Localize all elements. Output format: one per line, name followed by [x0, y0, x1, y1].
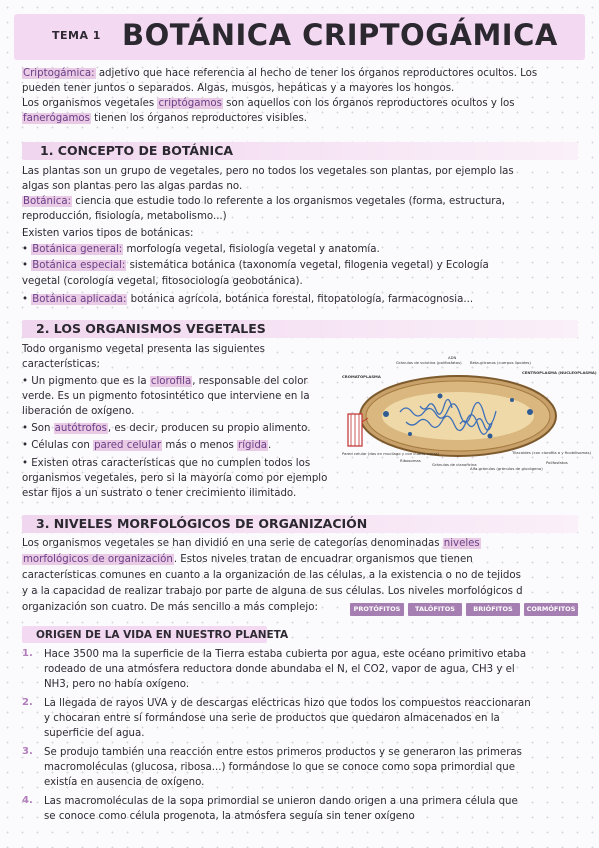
tema-label: TEMA 1	[52, 29, 101, 42]
s1-bullet-3	[22, 292, 580, 307]
origin-item-3-line-3: existía en ausencia de oxígeno.	[44, 777, 205, 788]
s1-text: ciencia que estudie todo lo referente a los organismos vegetales (forma, estructura,	[72, 196, 505, 207]
origin-number-4: 4.	[22, 795, 33, 806]
origin-item-2-line-2: y chocaran entre sí formándose una serie de productos que quedaron almacenados en la	[44, 713, 500, 724]
s1-line-4: reproducción, fisiología, metabolismo...)	[22, 211, 227, 222]
s2-bullet-1-cont2: liberación de oxígeno.	[22, 406, 135, 417]
term-botanica-especial: Botánica especial:	[32, 260, 126, 271]
tag-protofitos: PROTÓFITOS	[350, 603, 404, 616]
label-alfa-granulos: Alfa-gránulos (gránulos de glucógeno)	[470, 466, 543, 471]
s1-text: morfología vegetal, fisiología vegetal y anatomía.	[123, 244, 380, 255]
s2-text: Son	[31, 423, 54, 434]
term-botanica-aplicada: Botánica aplicada:	[32, 294, 127, 305]
term-botanica: Botánica:	[23, 196, 72, 207]
s3-text: . Estos niveles tratan de encuadrar organismos que tienen	[173, 554, 473, 565]
s2-text: .	[268, 440, 272, 451]
s2-bullet-4: • Existen otras características que no cumplen todos los	[22, 456, 580, 471]
origin-item-4-line-2: se conoce como célula progenota, la atmósfera seguía sin tener oxígeno	[44, 811, 415, 822]
s1-bullet-2	[22, 258, 580, 273]
s1-line-2: algas son plantas pero las algas pardas no.	[22, 181, 243, 192]
term-pared-celular: pared celular	[94, 440, 162, 451]
section-2-heading: 2. LOS ORGANISMOS VEGETALES	[36, 321, 266, 336]
s2-text: , responsable del color	[192, 376, 308, 387]
cyanobacteria-diagram	[340, 352, 597, 472]
origin-item-1-line-2: rodeado de una atmósfera reductora donde abundaba el N, el CO2, vapor de agua, CH3 y el	[44, 664, 515, 675]
page-title: BOTÁNICA CRIPTOGÁMICA	[122, 18, 558, 52]
s1-text: sistemática botánica (taxonomía vegetal, filogenia vegetal) y Ecología	[126, 260, 489, 271]
intro-line-1	[22, 66, 580, 81]
term-niveles-morfologicos: morfológicos de organización	[23, 554, 173, 565]
label-polifosfatos: Polifosfatos	[546, 460, 568, 465]
intro-text: son aquellos con los órganos reproductores ocultos y los	[222, 98, 515, 109]
intro-text: tienen los órganos reproductores visibles.	[90, 113, 308, 124]
section-3-heading: 3. NIVELES MORFOLÓGICOS DE ORGANIZACIÓN	[36, 516, 368, 531]
label-beta-glicanos: Beta-glicanos (cuerpos lipoides)	[470, 360, 531, 365]
origin-item-1-line-3: NH3, pero no había oxígeno.	[44, 679, 190, 690]
origin-item-1-line-1: Hace 3500 ma la superficie de la Tierra estaba cubierta por agua, este océano primitivo etaba	[44, 649, 527, 660]
intro-line-4	[22, 111, 580, 126]
intro-line-3	[22, 96, 580, 111]
tag-cormofitos: CORMÓFITOS	[524, 603, 578, 616]
s2-bullet-4-cont2: estar fijos a un sustrato o tener crecimiento ilimitado.	[22, 488, 297, 499]
term-fanerogamos: fanerógamos	[23, 113, 90, 124]
s2-bullet-1-cont: verde. Es un pigmento fotosintético que interviene en la	[22, 391, 310, 402]
term-botanica-general: Botánica general:	[32, 244, 123, 255]
origin-item-3-line-2: macromoléculas (glucosa, ribosa...) formándose lo que se conoce como sopa primordial que	[44, 762, 515, 773]
term-criptogamica: Criptogámica:	[23, 68, 95, 79]
s2-text: Células con	[31, 440, 94, 451]
s1-bullet-2-cont: vegetal (corología vegetal, fitosociología geobotánica).	[22, 276, 303, 287]
tag-talofitos: TALÓFITOS	[408, 603, 462, 616]
tag-briofitos: BRIÓFITOS	[466, 603, 520, 616]
origin-number-1: 1.	[22, 648, 33, 659]
s1-text: botánica agrícola, botánica forestal, fitopatología, farmacognosia...	[127, 294, 474, 305]
s1-line-5: Existen varios tipos de botánicas:	[22, 228, 194, 239]
origin-heading: ORIGEN DE LA VIDA EN NUESTRO PLANETA	[36, 629, 289, 641]
s2-text: Un pigmento que es la	[31, 376, 150, 387]
label-centroplasma: CENTROPLASMA (NUCLEOPLASMA)	[522, 370, 597, 375]
levels-tags	[350, 603, 578, 616]
s1-bullet-1	[22, 242, 580, 257]
term-rigida: rígida	[238, 440, 268, 451]
term-niveles: niveles	[443, 538, 480, 549]
label-cianoficina: Gránulos de cianoficina	[432, 462, 477, 467]
origin-item-2-line-1: La llegada de rayos UVA y de descargas eléctricas hizo que todos los compuestos reaccionaran	[44, 698, 531, 709]
section-1-heading: 1. CONCEPTO DE BOTÁNICA	[40, 143, 234, 158]
label-tilacoides: Tilacoides (con clorofila a y ficobilisomas)	[512, 450, 591, 455]
s1-line-3	[22, 194, 580, 209]
s3-line-3: características comunes en cuanto a la organización de las células, a la existencia o no de tejidos	[22, 570, 521, 581]
label-cromatoplasma: CROMATOPLASMA	[342, 374, 381, 379]
s3-line-4: y a la capacidad de realizar trabajo por parte de alguna de sus células. Los niveles morfológicos d	[22, 586, 523, 597]
s1-line-1: Las plantas son un grupo de vegetales, pero no todos los vegetales son plantas, por ejemplo las	[22, 166, 514, 177]
intro-text: Los organismos vegetales	[22, 98, 158, 109]
intro-line-2: pueden tener juntos o separados. Algas, musgos, hepáticas y a mayores los hongos.	[22, 83, 455, 94]
origin-item-3-line-1: Se produjo también una reacción entre estos primeros productos y se generaron las primeras	[44, 747, 522, 758]
s2-line-1: Todo organismo vegetal presenta las siguientes	[22, 344, 265, 355]
term-criptogamos: criptógamos	[158, 98, 222, 109]
s3-line-2	[22, 552, 580, 567]
s3-line-5: organización son cuatro. De más sencillo a más complejo:	[22, 602, 318, 613]
s2-text: más o menos	[162, 440, 238, 451]
intro-text: adjetivo que hace referencia al hecho de tener los órganos reproductores ocultos. Los	[95, 68, 538, 79]
label-volutina: Gránulos de volutina (polifosfatos)	[396, 360, 462, 365]
s3-line-1	[22, 536, 580, 551]
origin-item-2-line-3: superficie del agua.	[44, 728, 145, 739]
origin-number-2: 2.	[22, 697, 33, 708]
s2-line-2: características:	[22, 359, 100, 370]
label-adn: ADN	[448, 355, 457, 360]
s3-text: Los organismos vegetales se han dividió en una serie de categorías denominadas	[22, 538, 443, 549]
origin-number-3: 3.	[22, 746, 33, 757]
label-pared-celular: Pared celular (dos en mucilago y con cuatro capas)	[342, 451, 440, 456]
s2-bullet-4-cont: organismos vegetales, pero si la mayoría como por ejemplo	[22, 473, 328, 484]
origin-item-4-line-1: Las macromoléculas de la sopa primordial se unieron dando origen a una primera célula que	[44, 796, 518, 807]
s2-text: , es decir, producen su propio alimento.	[107, 423, 311, 434]
term-clorofila: clorofila	[150, 376, 192, 387]
label-ribosomas: Ribosomas	[400, 458, 421, 463]
term-autotrofos: autótrofos	[54, 423, 107, 434]
